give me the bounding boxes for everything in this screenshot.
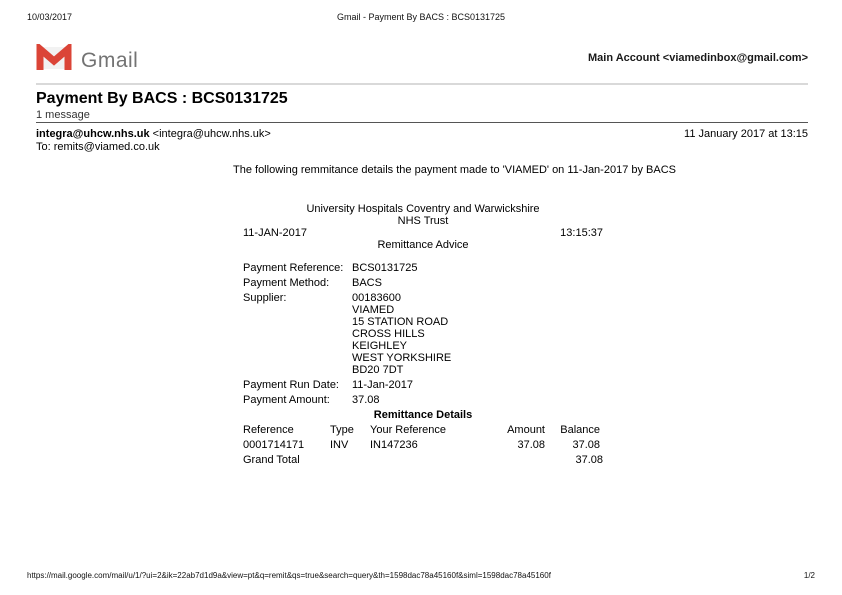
supplier-address-line: 15 STATION ROAD (352, 316, 449, 328)
col-header-reference: Reference (243, 424, 294, 436)
supplier-address-line: KEIGHLEY (352, 340, 408, 352)
field-value: BACS (352, 277, 382, 289)
email-subject: Payment By BACS : BCS0131725 (36, 90, 288, 107)
message-count: 1 message (36, 109, 90, 121)
cell-type: INV (330, 439, 349, 451)
supplier-address-block (352, 292, 603, 376)
cell-reference: 0001714171 (243, 439, 305, 451)
col-header-your-reference: Your Reference (370, 424, 447, 436)
sender-line (36, 128, 271, 140)
field-label: Payment Amount: (243, 394, 330, 406)
org-name-line1: University Hospitals Coventry and Warwickshire (306, 203, 540, 215)
message-meta-row (36, 128, 808, 140)
email-body (233, 164, 676, 469)
table-row (243, 439, 603, 451)
recipient-line: To: remits@viamed.co.uk (36, 141, 160, 153)
field-payment-method (243, 277, 603, 289)
gmail-envelope-icon (36, 44, 72, 77)
grand-total-label: Grand Total (243, 454, 300, 466)
cell-balance: 37.08 (572, 439, 600, 451)
intro-text: The following remmitance details the payment made to 'VIAMED' on 11-Jan-2017 by BACS (233, 164, 676, 176)
field-label: Payment Method: (243, 277, 330, 289)
field-payment-reference (243, 262, 603, 274)
cell-amount: 37.08 (517, 439, 545, 451)
cell-your-reference: IN147236 (370, 439, 418, 451)
field-payment-amount (243, 394, 603, 406)
supplier-address-line: CROSS HILLS (352, 328, 425, 340)
table-header-row (243, 424, 603, 436)
field-value: 37.08 (352, 394, 380, 406)
document-title: Remittance Advice (377, 239, 469, 251)
field-label: Payment Reference: (243, 262, 344, 274)
field-supplier (243, 292, 603, 376)
print-header-date: 10/03/2017 (27, 12, 73, 22)
sender-address: <integra@uhcw.nhs.uk> (149, 128, 271, 140)
account-identity: Main Account <viamedinbox@gmail.com> (588, 52, 808, 64)
col-header-balance: Balance (560, 424, 600, 436)
print-footer-page-number: 1/2 (803, 571, 815, 580)
header-divider (36, 83, 808, 85)
supplier-address-line: BD20 7DT (352, 364, 404, 376)
run-time: 13:15:37 (560, 227, 603, 239)
print-header-title: Gmail - Payment By BACS : BCS0131725 (336, 12, 506, 22)
grand-total-value: 37.08 (575, 454, 603, 466)
run-date-time-row (243, 227, 603, 239)
print-footer-url: https://mail.google.com/mail/u/1/?ui=2&ik=22ab7d1d9a&view=pt&q=remit&qs=true&search=query&th=1598dac78a45160f&siml=1598dac78a45160f (27, 571, 551, 580)
org-name-line2: NHS Trust (397, 215, 449, 227)
field-value: BCS0131725 (352, 262, 418, 274)
field-payment-run-date (243, 379, 603, 391)
grand-total-row (243, 454, 603, 466)
run-date: 11-JAN-2017 (243, 227, 307, 239)
field-label: Supplier: (243, 292, 287, 304)
remittance-details-title: Remittance Details (373, 409, 473, 421)
col-header-amount: Amount (507, 424, 545, 436)
col-header-type: Type (330, 424, 354, 436)
subject-divider (36, 122, 808, 123)
supplier-code: 00183600 (352, 292, 401, 304)
field-label: Payment Run Date: (243, 379, 339, 391)
message-date: 11 January 2017 at 13:15 (684, 128, 808, 140)
gmail-logo (36, 44, 138, 77)
gmail-wordmark: Gmail (81, 48, 139, 72)
supplier-address-line: WEST YORKSHIRE (352, 352, 452, 364)
field-value: 11-Jan-2017 (352, 379, 413, 391)
sender-name: integra@uhcw.nhs.uk (36, 128, 150, 140)
supplier-address-line: VIAMED (352, 304, 395, 316)
